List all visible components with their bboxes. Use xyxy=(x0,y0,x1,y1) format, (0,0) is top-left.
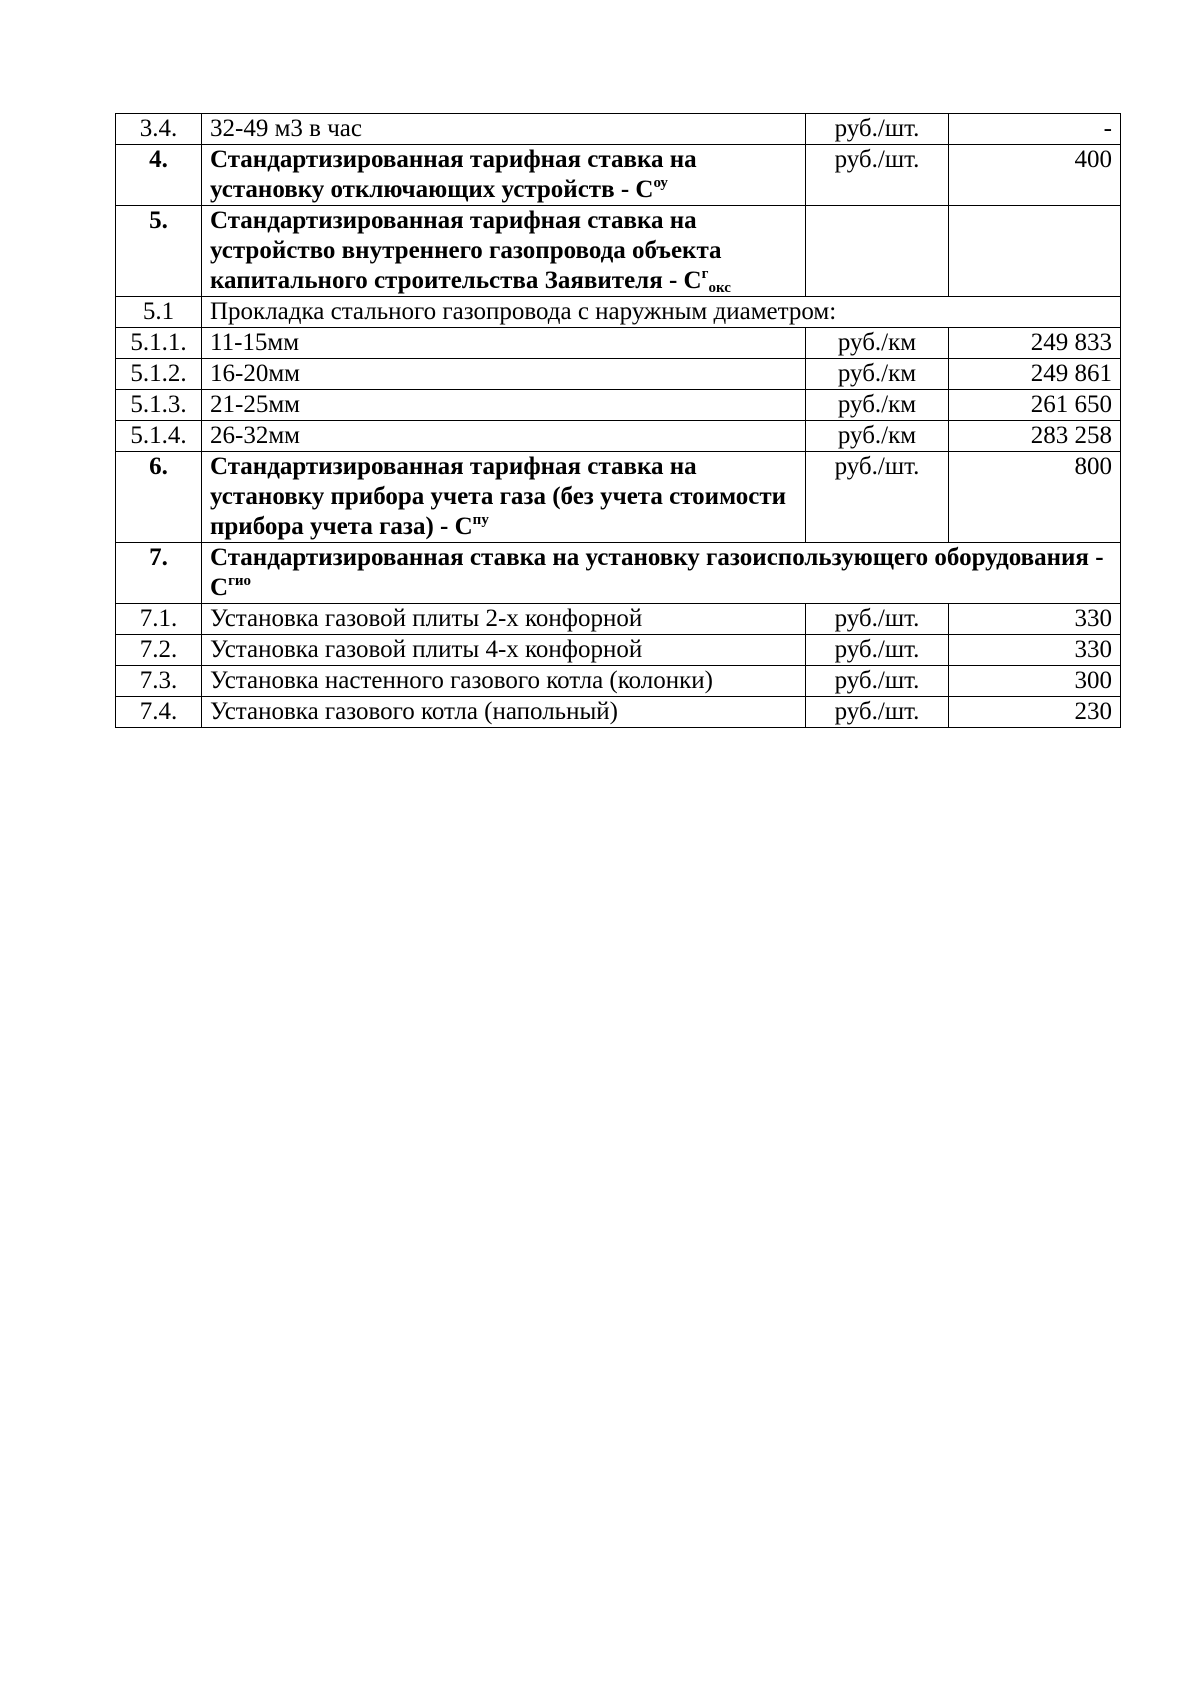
row-number: 7.3. xyxy=(116,666,202,697)
row-number: 7.4. xyxy=(116,697,202,728)
row-name: Прокладка стального газопровода с наружным диаметром: xyxy=(202,297,1121,328)
row-name: 26-32мм xyxy=(202,421,806,452)
row-name: Установка газовой плиты 2-х конфорной xyxy=(202,604,806,635)
row-unit: руб./шт. xyxy=(806,666,949,697)
row-unit: руб./км xyxy=(806,421,949,452)
row-unit: руб./шт. xyxy=(806,145,949,206)
row-name: Установка настенного газового котла (колонки) xyxy=(202,666,806,697)
row-value: 330 xyxy=(949,635,1121,666)
row-unit: руб./шт. xyxy=(806,452,949,543)
row-value: 249 861 xyxy=(949,359,1121,390)
row-number: 4. xyxy=(116,145,202,206)
row-unit: руб./км xyxy=(806,390,949,421)
row-name-subscript: окс xyxy=(708,280,731,296)
row-name-superscript: оу xyxy=(653,175,668,191)
row-name-superscript: пу xyxy=(472,512,489,528)
row-name: 16-20мм xyxy=(202,359,806,390)
row-number: 7. xyxy=(116,543,202,604)
table-row xyxy=(116,421,1121,452)
table-row xyxy=(116,114,1121,145)
table-row xyxy=(116,206,1121,297)
row-value: 283 258 xyxy=(949,421,1121,452)
row-name: 32-49 м3 в час xyxy=(202,114,806,145)
row-name: Установка газового котла (напольный) xyxy=(202,697,806,728)
row-value xyxy=(949,206,1121,297)
row-value: - xyxy=(949,114,1121,145)
row-value: 249 833 xyxy=(949,328,1121,359)
row-name: 21-25мм xyxy=(202,390,806,421)
row-unit: руб./км xyxy=(806,328,949,359)
row-number: 5.1.3. xyxy=(116,390,202,421)
table-row xyxy=(116,145,1121,206)
table-row xyxy=(116,359,1121,390)
row-number: 5.1.1. xyxy=(116,328,202,359)
row-value: 300 xyxy=(949,666,1121,697)
table-row xyxy=(116,666,1121,697)
row-value: 261 650 xyxy=(949,390,1121,421)
row-name-cell xyxy=(202,543,1121,604)
row-number: 5. xyxy=(116,206,202,297)
row-value: 800 xyxy=(949,452,1121,543)
table-row xyxy=(116,452,1121,543)
row-name: Установка газовой плиты 4-х конфорной xyxy=(202,635,806,666)
table-row xyxy=(116,328,1121,359)
row-name: Стандартизированная тарифная ставка на установку прибора учета газа (без учета стоимости прибора учета газа) - С xyxy=(210,453,787,540)
table-row xyxy=(116,697,1121,728)
row-name-cell xyxy=(202,452,806,543)
table-row xyxy=(116,543,1121,604)
row-value: 230 xyxy=(949,697,1121,728)
row-number: 6. xyxy=(116,452,202,543)
row-number: 5.1 xyxy=(116,297,202,328)
row-number: 3.4. xyxy=(116,114,202,145)
row-name: Стандартизированная тарифная ставка на устройство внутреннего газопровода объекта капитального строительства Заявителя - С xyxy=(210,207,722,294)
row-number: 7.1. xyxy=(116,604,202,635)
row-unit: руб./шт. xyxy=(806,635,949,666)
row-name-cell xyxy=(202,206,806,297)
row-unit: руб./шт. xyxy=(806,604,949,635)
row-name-superscript: гио xyxy=(228,573,252,589)
row-name: Стандартизированная тарифная ставка на установку отключающих устройств - С xyxy=(210,146,697,203)
row-name-superscript: г xyxy=(701,266,709,282)
row-unit xyxy=(806,206,949,297)
row-value: 330 xyxy=(949,604,1121,635)
row-value: 400 xyxy=(949,145,1121,206)
row-unit: руб./шт. xyxy=(806,114,949,145)
row-unit: руб./км xyxy=(806,359,949,390)
table-row xyxy=(116,297,1121,328)
row-number: 5.1.2. xyxy=(116,359,202,390)
row-name-cell xyxy=(202,145,806,206)
row-number: 7.2. xyxy=(116,635,202,666)
row-name: 11-15мм xyxy=(202,328,806,359)
row-name: Стандартизированная ставка на установку газоиспользующего оборудования - С xyxy=(210,544,1104,601)
tariff-table xyxy=(115,113,1121,728)
table-row xyxy=(116,635,1121,666)
row-unit: руб./шт. xyxy=(806,697,949,728)
table-row xyxy=(116,390,1121,421)
table-row xyxy=(116,604,1121,635)
row-number: 5.1.4. xyxy=(116,421,202,452)
